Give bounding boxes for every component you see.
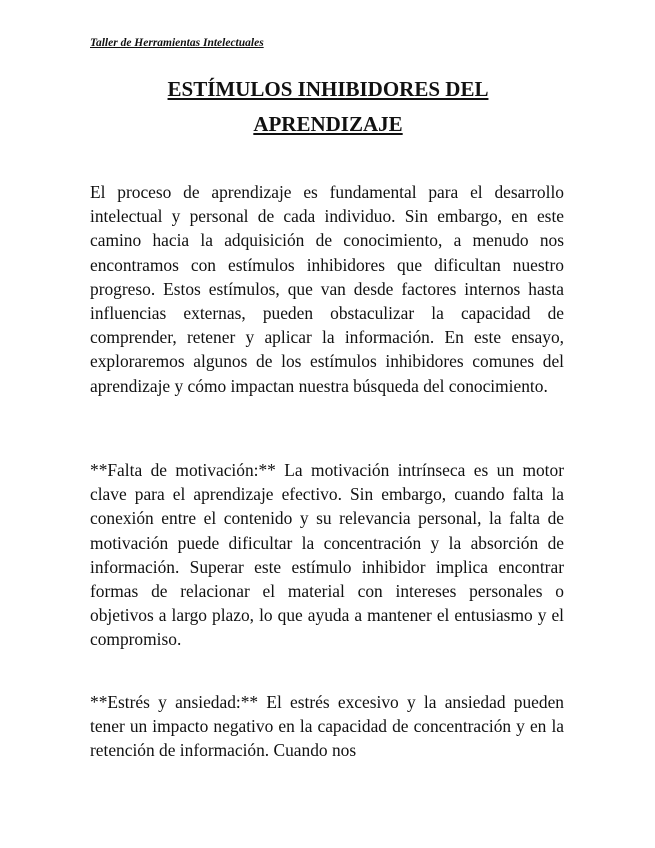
document-title-line-2: APRENDIZAJE: [253, 112, 403, 136]
motivation-paragraph: **Falta de motivación:** La motivación intrínseca es un motor clave para el aprendizaje efectivo. Sin embargo, cuando falta la conexión entre el contenido y su relevancia personal, la falta de motivación puede dificultar la concentración y la absorción de información. Superar este estímulo inhibidor implica encontrar formas de relacionar el material con intereses personales o objetivos a largo plazo, lo que ayuda a mantener el entusiasmo y el compromiso.: [90, 460, 564, 650]
intro-paragraph: El proceso de aprendizaje es fundamental para el desarrollo intelectual y personal de cada individuo. Sin embargo, en este camino hacia la adquisición de conocimiento, a menudo nos encontramos con estímulos inhibidores que dificultan nuestro progreso. Estos estímulos, que van desde factores internos hasta influencias externas, pueden obstaculizar la capacidad de comprender, retener y aplicar la información. En este ensayo, exploraremos algunos de los estímulos inhibidores comunes del aprendizaje y cómo impactan nuestra búsqueda del conocimiento.: [90, 182, 564, 396]
stress-paragraph: **Estrés y ansiedad:** El estrés excesivo y la ansiedad pueden tener un impacto negativo en la capacidad de concentración y en la retención de información. Cuando nos: [90, 692, 564, 761]
running-header: Taller de Herramientas Intelectuales: [90, 37, 264, 49]
document-title-line-1: ESTÍMULOS INHIBIDORES DEL: [167, 77, 489, 101]
